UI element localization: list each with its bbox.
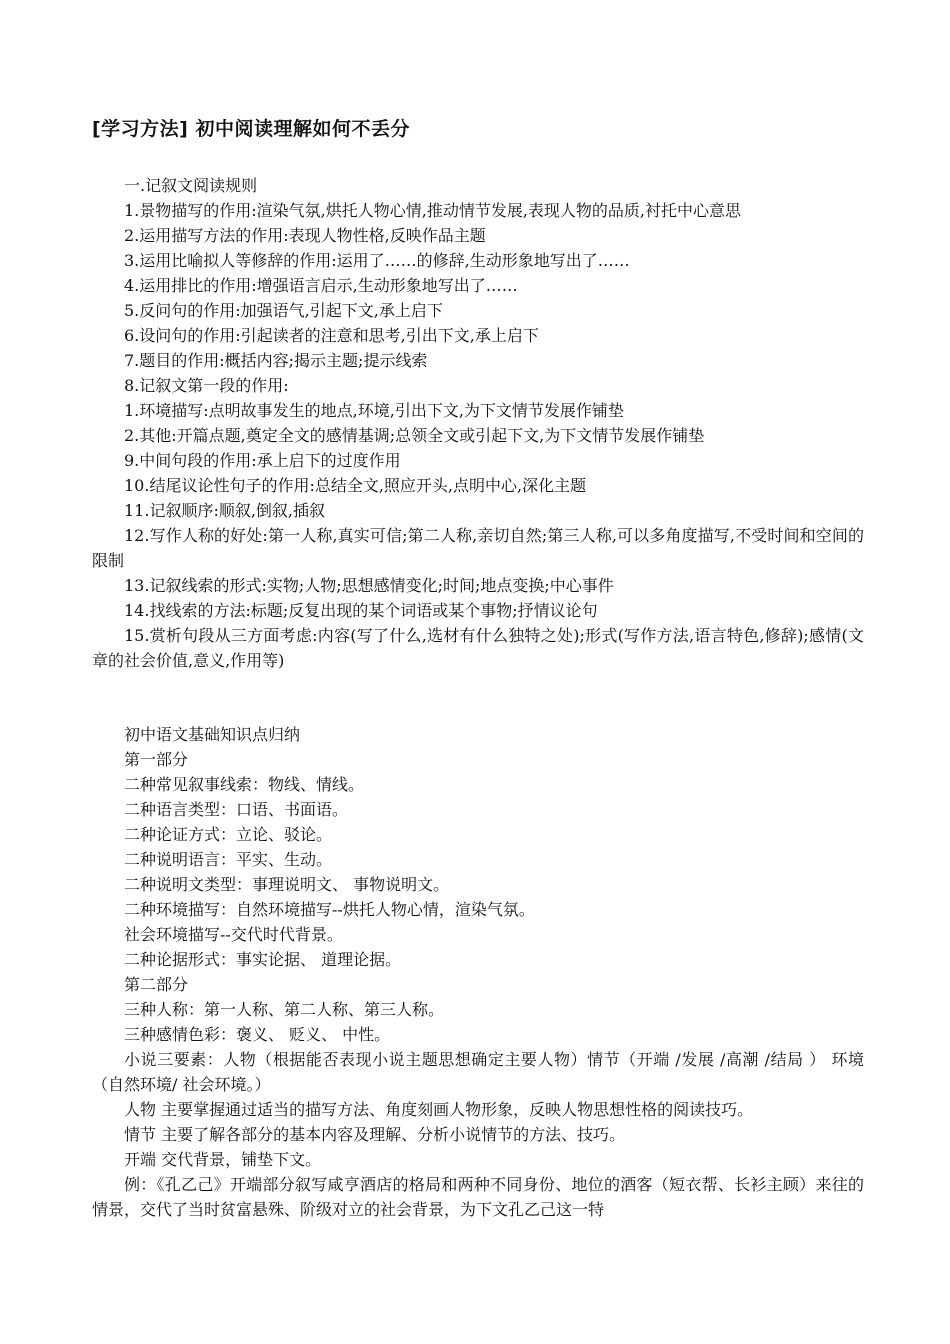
paragraph: 三种人称：第一人称、第二人称、第三人称。 xyxy=(124,1000,445,1019)
paragraph: 第一部分 xyxy=(124,750,189,769)
paragraph: 9.中间句段的作用:承上启下的过度作用 xyxy=(124,451,401,470)
paragraph: 12.写作人称的好处:第一人称,真实可信;第二人称,亲切自然;第三人称,可以多角度描写,不受时间和空间的限制 xyxy=(92,526,864,570)
paragraph: 2.其他:开篇点题,奠定全文的感情基调;总领全文或引起下文,为下文情节发展作铺垫 xyxy=(124,426,705,445)
paragraph: 情节 主要了解各部分的基本内容及理解、分析小说情节的方法、技巧。 xyxy=(124,1125,626,1144)
paragraph: 3.运用比喻拟人等修辞的作用:运用了……的修辞,生动形象地写出了…… xyxy=(124,251,630,270)
paragraph: 初中语文基础知识点归纳 xyxy=(124,725,301,744)
paragraph: 1.景物描写的作用:渲染气氛,烘托人物心情,推动情节发展,表现人物的品质,衬托中心意思 xyxy=(124,201,742,220)
paragraph: 13.记叙线索的形式:实物;人物;思想感情变化;时间;地点变换;中心事件 xyxy=(124,576,614,595)
paragraph: 1.环境描写:点明故事发生的地点,环境,引出下文,为下文情节发展作铺垫 xyxy=(124,401,624,420)
knowledge-summary-section xyxy=(92,722,864,1222)
paragraph: 小说三要素：人物（根据能否表现小说主题思想确定主要人物）情节（开端 /发展 /高潮 /结局 ） 环境（自然环境/ 社会环境。） xyxy=(92,1050,864,1094)
paragraph: 14.找线索的方法:标题;反复出现的某个词语或某个事物;抒情议论句 xyxy=(124,601,598,620)
reading-rules-section xyxy=(92,173,864,673)
paragraph: 二种环境描写：自然环境描写--烘托人物心情，渲染气氛。 xyxy=(124,900,535,919)
paragraph: 人物 主要掌握通过适当的描写方法、角度刻画人物形象，反映人物思想性格的阅读技巧。 xyxy=(124,1100,754,1119)
paragraph: 4.运用排比的作用:增强语言启示,生动形象地写出了…… xyxy=(124,276,518,295)
paragraph: 二种说明语言：平实、生动。 xyxy=(124,850,333,869)
document-title: [学习方法] 初中阅读理解如何不丢分 xyxy=(92,118,410,140)
paragraph: 三种感情色彩：褒义、 贬义、 中性。 xyxy=(124,1025,391,1044)
paragraph: 11.记叙顺序:顺叙,倒叙,插叙 xyxy=(124,501,326,520)
paragraph: 7.题目的作用:概括内容;揭示主题;提示线索 xyxy=(124,351,428,370)
paragraph: 第二部分 xyxy=(124,975,189,994)
paragraph: 一.记叙文阅读规则 xyxy=(124,176,258,195)
paragraph: 开端 交代背景，铺垫下文。 xyxy=(124,1150,322,1169)
paragraph: 6.设问句的作用:引起读者的注意和思考,引出下文,承上启下 xyxy=(124,326,539,345)
paragraph: 二种说明文类型：事理说明文、 事物说明文。 xyxy=(124,875,450,894)
paragraph: 二种常见叙事线索：物线、情线。 xyxy=(124,775,365,794)
paragraph: 二种语言类型：口语、书面语。 xyxy=(124,800,349,819)
paragraph: 二种论据形式：事实论据、 道理论据。 xyxy=(124,950,402,969)
paragraph: 5.反问句的作用:加强语气,引起下文,承上启下 xyxy=(124,301,443,320)
paragraph: 10.结尾议论性句子的作用:总结全文,照应开头,点明中心,深化主题 xyxy=(124,476,587,495)
paragraph: 2.运用描写方法的作用:表现人物性格,反映作品主题 xyxy=(124,226,486,245)
paragraph: 8.记叙文第一段的作用: xyxy=(124,376,289,395)
paragraph: 例：《孔乙己》开端部分叙写咸亨酒店的格局和两种不同身份、地位的酒客（短衣帮、长衫主顾）来往的情景，交代了当时贫富悬殊、阶级对立的社会背景，为下文孔乙己这一特 xyxy=(92,1175,864,1219)
paragraph: 二种论证方式：立论、驳论。 xyxy=(124,825,333,844)
paragraph: 社会环境描写--交代时代背景。 xyxy=(124,925,343,944)
paragraph: 15.赏析句段从三方面考虑:内容(写了什么,选材有什么独特之处);形式(写作方法,语言特色,修辞);感情(文章的社会价值,意义,作用等) xyxy=(92,626,864,670)
